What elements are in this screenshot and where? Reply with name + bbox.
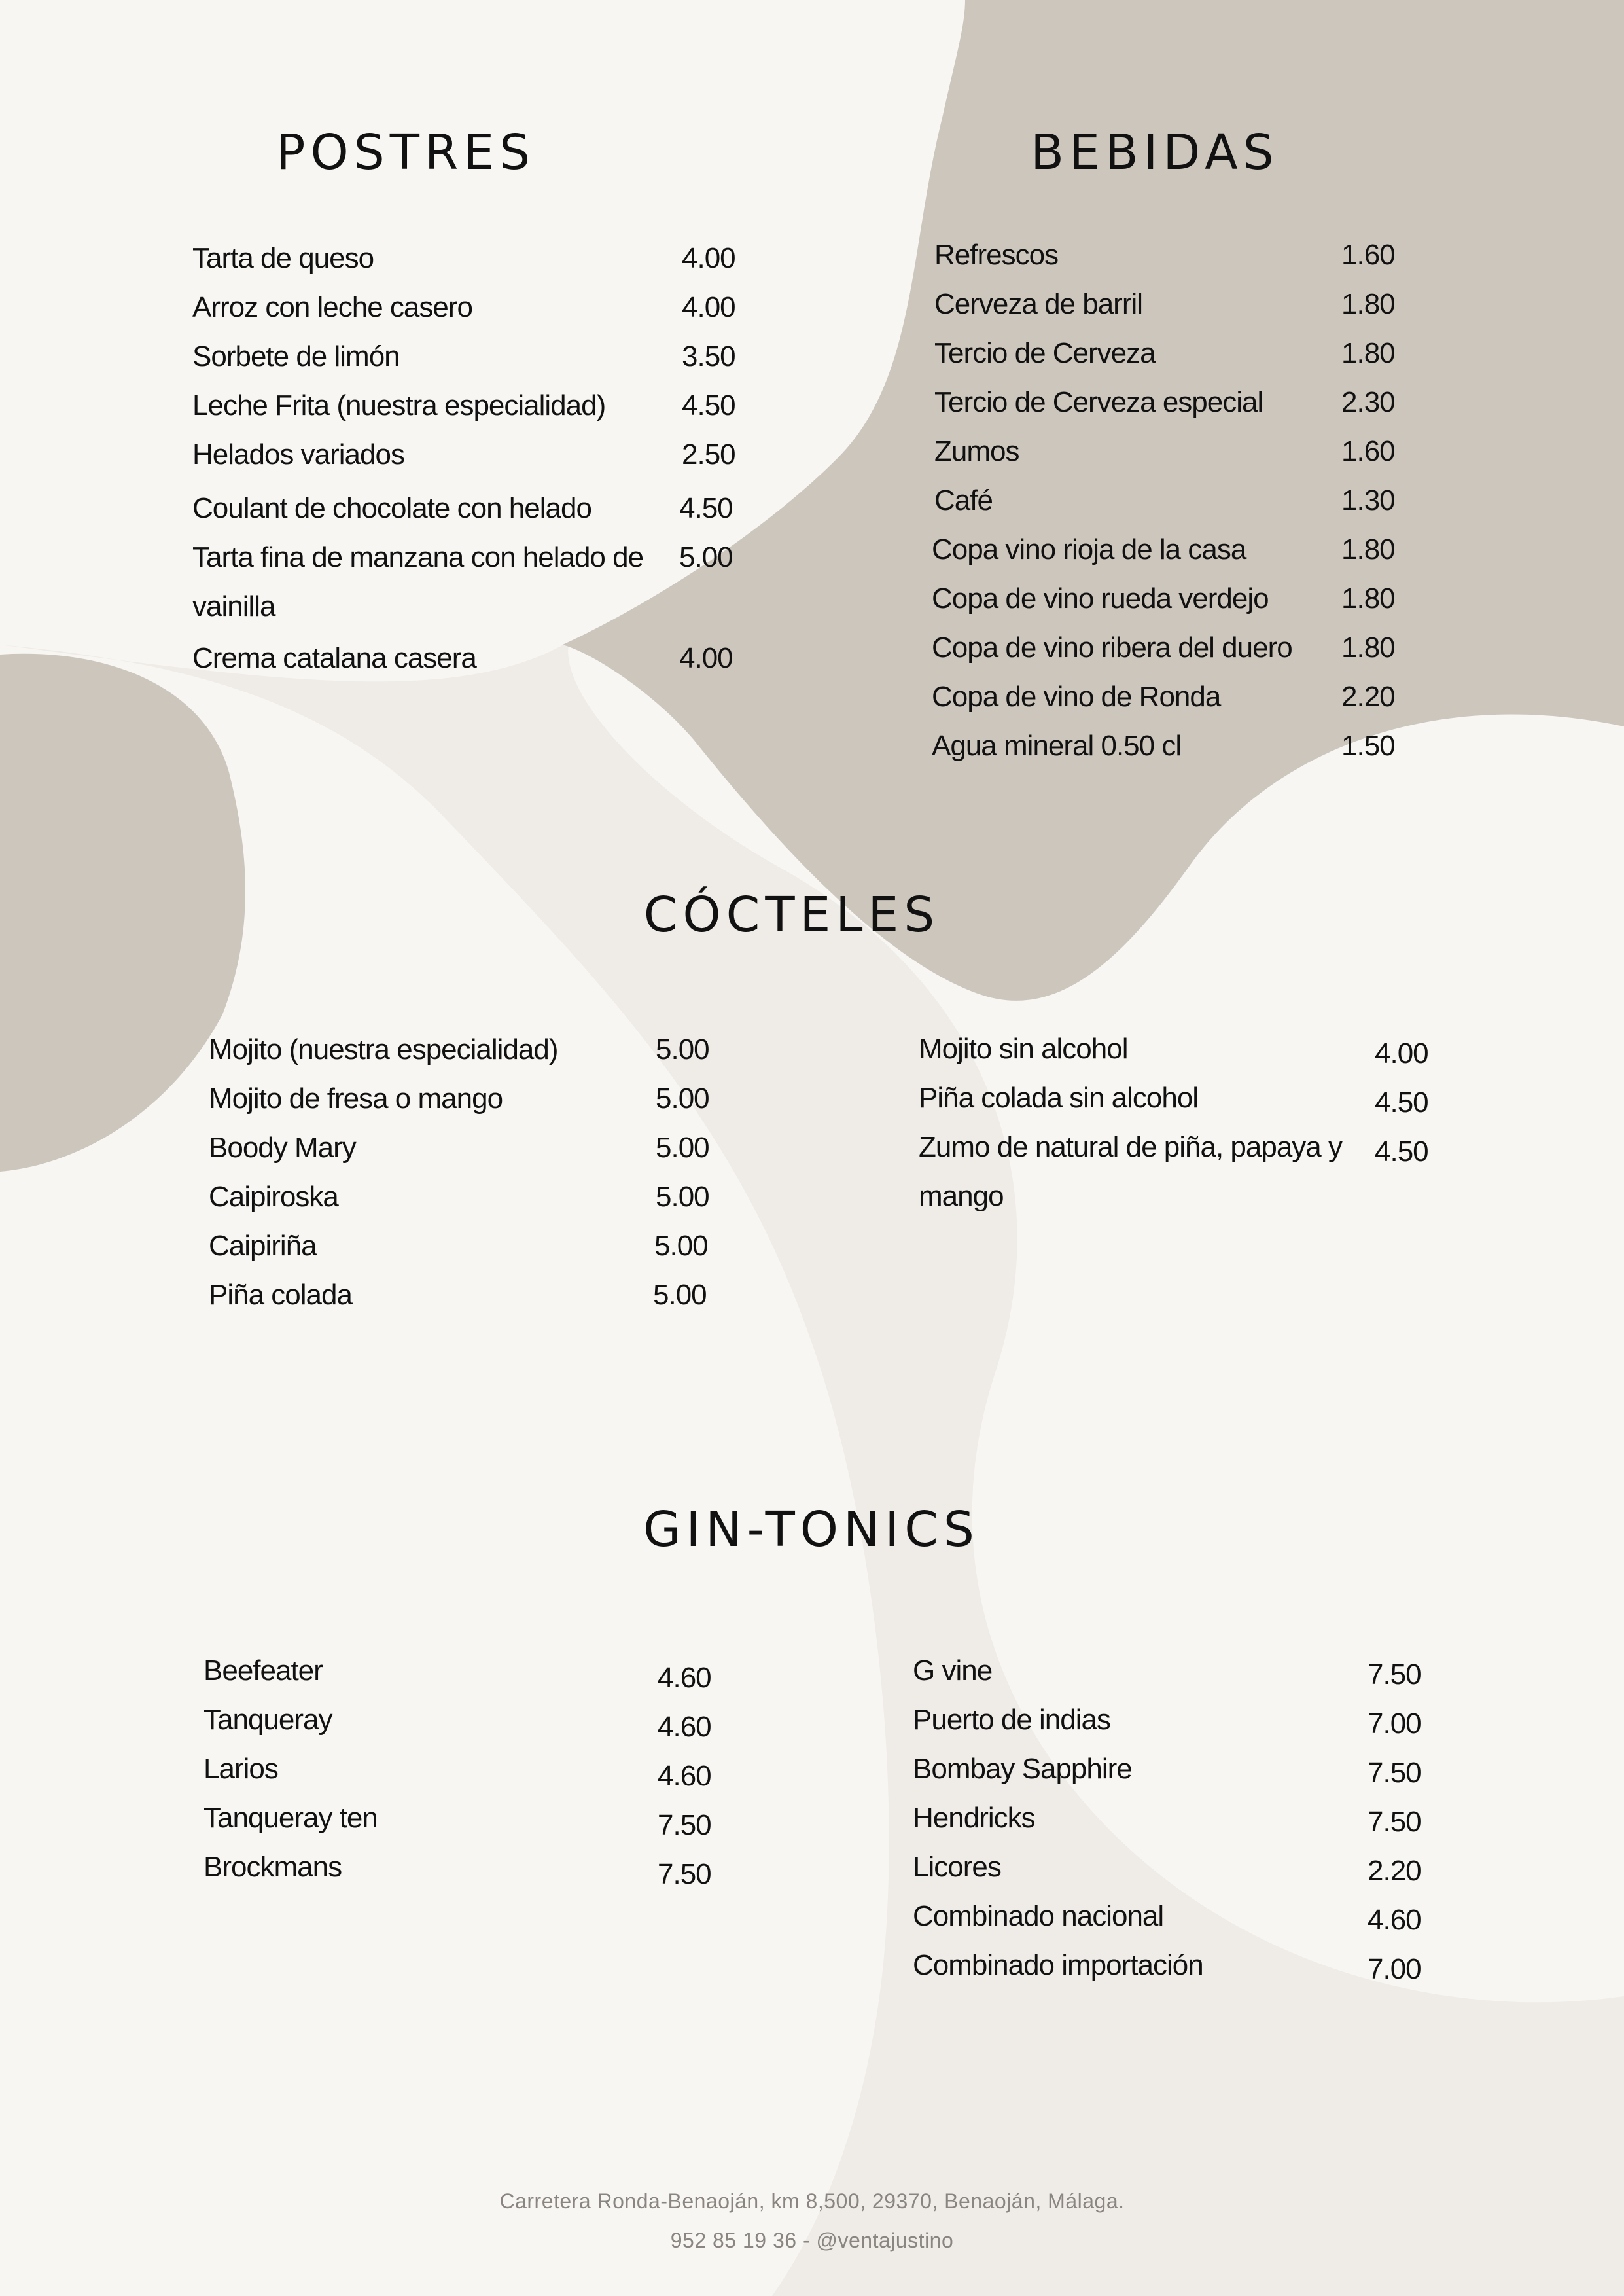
postres-item-price: 2.50	[682, 439, 735, 471]
gin-tonics-item-name: Beefeater	[203, 1655, 323, 1687]
postres-item-price: 5.00	[679, 541, 733, 573]
bebidas-item-name: Tercio de Cerveza	[934, 337, 1156, 369]
gin-tonics-item-price: 4.60	[658, 1760, 711, 1792]
bebidas-item-name: Tercio de Cerveza especial	[934, 386, 1263, 418]
cocteles-item-price: 5.00	[656, 1083, 709, 1115]
footer-address: Carretera Ronda-Benaoján, km 8,500, 29370, Benaoján, Málaga.	[499, 2189, 1125, 2213]
gin-tonics-item-price: 7.50	[658, 1809, 711, 1841]
bebidas-item-name: Cerveza de barril	[934, 288, 1143, 320]
cocteles-item-price: 5.00	[654, 1230, 708, 1262]
cocteles-item-price: 4.00	[1375, 1037, 1428, 1069]
gin-tonics-item-name: Brockmans	[203, 1851, 342, 1883]
bebidas-item-name: Agua mineral 0.50 cl	[932, 730, 1182, 762]
bebidas-item-price: 1.80	[1341, 337, 1395, 369]
gin-tonics-item-price: 7.00	[1368, 1953, 1421, 1985]
gin-tonics-item-price: 7.50	[1368, 1659, 1421, 1691]
bebidas-item-price: 1.50	[1341, 730, 1395, 762]
gin-tonics-item-name: Tanqueray ten	[203, 1802, 378, 1834]
cocteles-item-name: Mojito (nuestra especialidad)	[209, 1033, 558, 1066]
postres-item-name: Leche Frita (nuestra especialidad)	[192, 389, 606, 422]
cocteles-item-name: Boody Mary	[209, 1132, 356, 1164]
bebidas-item-name: Zumos	[934, 435, 1019, 467]
bebidas-item-name: Café	[934, 484, 993, 516]
bebidas-item-name: Copa de vino ribera del duero	[932, 632, 1292, 664]
gin-tonics-item-name: Puerto de indias	[913, 1704, 1110, 1736]
bebidas-item-name: Refrescos	[934, 239, 1059, 271]
bebidas-item-price: 1.80	[1341, 583, 1395, 615]
gin-tonics-item-price: 4.60	[658, 1711, 711, 1743]
bebidas-item-price: 1.80	[1341, 632, 1395, 664]
bebidas-item-name: Copa vino rioja de la casa	[932, 533, 1246, 565]
gin-tonics-item-name: Combinado importación	[913, 1949, 1203, 1981]
cocteles-item-name: Mojito sin alcohol	[919, 1033, 1128, 1065]
cocteles-item-price: 5.00	[653, 1279, 707, 1311]
postres-item-price: 3.50	[682, 340, 735, 372]
postres-item-price: 4.00	[682, 242, 735, 274]
cocteles-item-name: Caipiriña	[209, 1230, 317, 1262]
cocteles-item-price: 4.50	[1375, 1086, 1428, 1119]
gin-tonics-item-name: Licores	[913, 1851, 1001, 1883]
bebidas-item-name: Copa de vino de Ronda	[932, 681, 1221, 713]
cocteles-item-price: 5.00	[656, 1132, 709, 1164]
gin-tonics-item-name: Tanqueray	[203, 1704, 332, 1736]
bebidas-item-price: 1.30	[1341, 484, 1395, 516]
footer-contact: 952 85 19 36 - @ventajustino	[670, 2229, 954, 2252]
gin-tonics-item-name: Combinado nacional	[913, 1900, 1164, 1932]
gin-tonics-item-name: Bombay Sapphire	[913, 1753, 1132, 1785]
cocteles-item-name: Piña colada	[209, 1279, 352, 1311]
cocteles-title: CÓCTELES	[643, 887, 940, 943]
gin-tonics-item-price: 7.50	[1368, 1757, 1421, 1789]
bebidas-item-name: Copa de vino rueda verdejo	[932, 583, 1269, 615]
postres-item-name: Sorbete de limón	[192, 340, 400, 372]
gin-tonics-item-price: 2.20	[1368, 1855, 1421, 1887]
postres-item-name: Helados variados	[192, 439, 404, 471]
postres-item-price: 4.00	[679, 642, 733, 674]
bebidas-item-price: 1.60	[1341, 239, 1395, 271]
postres-item-name: Coulant de chocolate con helado	[192, 492, 591, 524]
bebidas-item-price: 1.80	[1341, 533, 1395, 565]
cocteles-item-price: 5.00	[656, 1033, 709, 1066]
cocteles-item-price: 5.00	[656, 1181, 709, 1213]
postres-item-price: 4.00	[682, 291, 735, 323]
cocteles-item-price: 4.50	[1375, 1136, 1428, 1168]
gin-tonics-item-name: Larios	[203, 1753, 278, 1785]
gin-tonics-item-price: 7.50	[658, 1858, 711, 1890]
cocteles-item-name: Zumo de natural de piña, papaya y mango	[919, 1131, 1343, 1212]
bebidas-title: BEBIDAS	[1031, 124, 1279, 181]
gin-tonics-item-price: 7.00	[1368, 1708, 1421, 1740]
gin-tonics-item-price: 4.60	[658, 1662, 711, 1694]
postres-item-name: Tarta fina de manzana con helado de vainilla	[192, 541, 644, 622]
postres-item-price: 4.50	[682, 389, 735, 422]
bebidas-item-price: 1.60	[1341, 435, 1395, 467]
gin-tonics-item-price: 4.60	[1368, 1904, 1421, 1936]
postres-item-name: Crema catalana casera	[192, 642, 476, 674]
cocteles-item-name: Piña colada sin alcohol	[919, 1082, 1199, 1114]
gin-tonics-item-price: 7.50	[1368, 1806, 1421, 1838]
gin-tonics-item-name: Hendricks	[913, 1802, 1035, 1834]
cocteles-item-name: Caipiroska	[209, 1181, 338, 1213]
postres-item-name: Tarta de queso	[192, 242, 374, 274]
bebidas-item-price: 2.20	[1341, 681, 1395, 713]
bebidas-item-price: 2.30	[1341, 386, 1395, 418]
postres-item-price: 4.50	[679, 492, 733, 524]
gin-tonics-item-name: G vine	[913, 1655, 993, 1687]
gin-tonics-title: GIN-TONICS	[643, 1501, 980, 1558]
cocteles-item-name: Mojito de fresa o mango	[209, 1083, 503, 1115]
postres-item-name: Arroz con leche casero	[192, 291, 472, 323]
postres-title: POSTRES	[275, 124, 536, 181]
bebidas-item-price: 1.80	[1341, 288, 1395, 320]
